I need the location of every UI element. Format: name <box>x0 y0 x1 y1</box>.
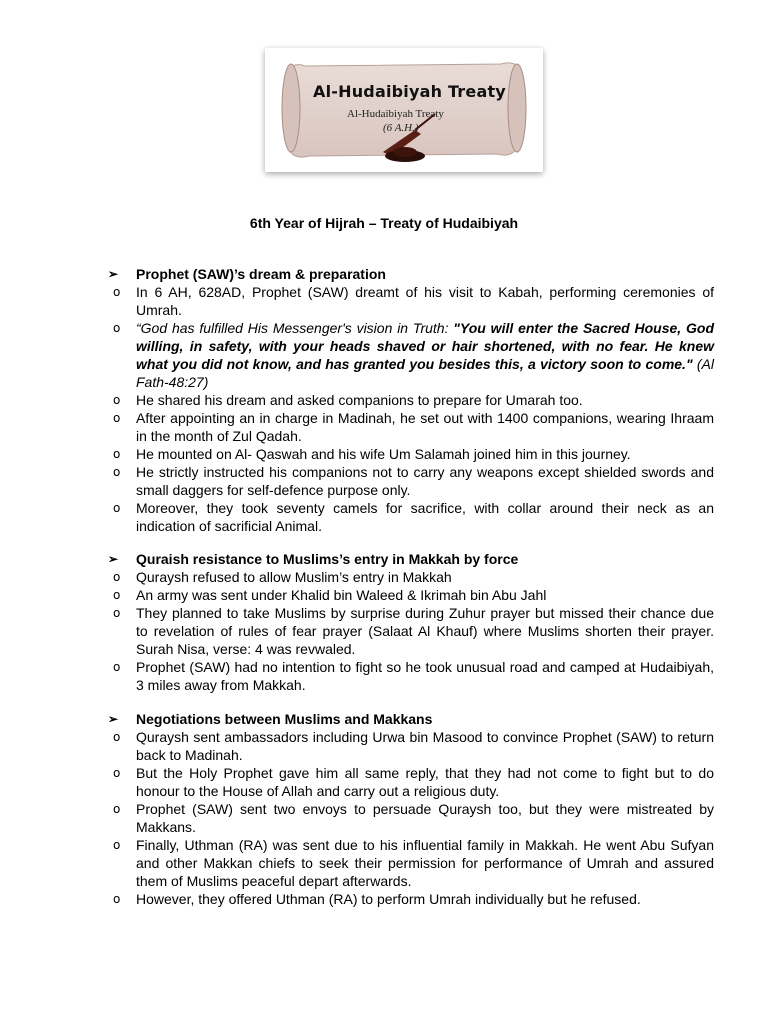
bullet-icon: o <box>113 660 121 674</box>
quote-intro: “God has fulfilled His Messenger's vision in Truth: <box>136 320 454 336</box>
bullet-icon: o <box>113 411 121 425</box>
quote-verse: "You will enter the Sacred House, God willing, in safety, with your heads shaved or hair shortened, with no fear. He knew what you did not know, and has granted you besides this, a victory soon to come." <box>136 320 714 372</box>
page-title: 6th Year of Hijrah – Treaty of Hudaibiyah <box>249 215 519 231</box>
list-item <box>108 445 714 463</box>
item-text: He strictly instructed his companions not to carry any weapons except shielded swords and small daggers for self-defence purpose only. <box>136 464 714 498</box>
bullet-icon: o <box>113 606 121 620</box>
bullet-icon: o <box>113 730 121 744</box>
list-item <box>108 463 714 499</box>
list-item <box>108 800 714 836</box>
arrow-bullet-icon: ➢ <box>108 712 119 726</box>
heading-text: Quraish resistance to Muslims’s entry in Makkah by force <box>136 551 519 567</box>
list-item <box>108 890 714 908</box>
list-item <box>108 658 714 694</box>
banner-subtitle-year: (6 A.H.) <box>383 122 419 134</box>
list-item <box>108 764 714 800</box>
bullet-icon: o <box>113 447 121 461</box>
item-text: But the Holy Prophet gave him all same reply, that they had not come to fight but to do honour to the House of Allah and carry out a religious duty. <box>136 765 714 799</box>
quote-reference: (Al Fath-48:27) <box>136 356 714 390</box>
bullet-icon: o <box>113 588 121 602</box>
item-text: An army was sent under Khalid bin Waleed & Ikrimah bin Abu Jahl <box>136 587 547 603</box>
list-item <box>108 586 714 604</box>
section-heading <box>108 710 714 728</box>
section-negotiations <box>108 710 714 908</box>
item-text: Moreover, they took seventy camels for sacrifice, with collar around their neck as an indication of sacrificial Animal. <box>136 500 714 534</box>
item-text: Prophet (SAW) sent two envoys to persuade Quraysh too, but they were mistreated by Makkans. <box>136 801 714 835</box>
section-heading <box>108 550 714 568</box>
bullet-icon: o <box>113 570 121 584</box>
banner-subtitle: Al-Hudaibiyah Treaty <box>347 108 444 120</box>
list-item <box>108 409 714 445</box>
list-item <box>108 391 714 409</box>
item-text: After appointing an in charge in Madinah, he set out with 1400 companions, wearing Ihraam in the month of Zul Qadah. <box>136 410 714 444</box>
item-text: Prophet (SAW) had no intention to fight so he took unusual road and camped at Hudaibiyah, 3 miles away from Makkah. <box>136 659 714 693</box>
arrow-bullet-icon: ➢ <box>108 552 119 566</box>
banner-image <box>265 48 543 172</box>
bullet-icon: o <box>113 285 121 299</box>
arrow-bullet-icon: ➢ <box>108 267 119 281</box>
bullet-icon: o <box>113 766 121 780</box>
item-text: Finally, Uthman (RA) was sent due to his influential family in Makkah. He went Abu Sufyan and other Makkan chiefs to seek their permission for performance of Umrah and assured them of Muslims peaceful depart afterwards. <box>136 837 714 889</box>
bullet-icon: o <box>113 892 121 906</box>
heading-text: Negotiations between Muslims and Makkans <box>136 711 433 727</box>
bullet-icon: o <box>113 501 121 515</box>
item-text: Quraysh sent ambassadors including Urwa bin Masood to convince Prophet (SAW) to return back to Madinah. <box>136 729 714 763</box>
item-text: They planned to take Muslims by surprise during Zuhur prayer but missed their chance due to revelation of rules of fear prayer (Salaat Al Khauf) where Muslims shorten their prayer. Surah Nisa, verse: 4 was revwaled. <box>136 605 714 657</box>
item-text: He shared his dream and asked companions to prepare for Umarah too. <box>136 392 583 408</box>
list-item <box>108 283 714 319</box>
bullet-icon: o <box>113 802 121 816</box>
section-heading <box>108 265 714 283</box>
heading-text: Prophet (SAW)’s dream & preparation <box>136 266 386 282</box>
banner-title: Al-Hudaibiyah Treaty <box>313 82 506 101</box>
item-text: In 6 AH, 628AD, Prophet (SAW) dreamt of his visit to Kabah, performing ceremonies of Umrah. <box>136 284 714 318</box>
section-dream <box>108 265 714 535</box>
bullet-icon: o <box>113 465 121 479</box>
list-item <box>108 568 714 586</box>
list-item <box>108 604 714 658</box>
list-item-quote <box>108 319 714 391</box>
item-text: He mounted on Al- Qaswah and his wife Um Salamah joined him in this journey. <box>136 446 631 462</box>
bullet-icon: o <box>113 838 121 852</box>
item-text: Quraysh refused to allow Muslim’s entry in Makkah <box>136 569 452 585</box>
list-item <box>108 728 714 764</box>
bullet-icon: o <box>113 321 121 335</box>
item-text: However, they offered Uthman (RA) to perform Umrah individually but he refused. <box>136 891 641 907</box>
list-item <box>108 836 714 890</box>
list-item <box>108 499 714 535</box>
section-resistance <box>108 550 714 694</box>
bullet-icon: o <box>113 393 121 407</box>
